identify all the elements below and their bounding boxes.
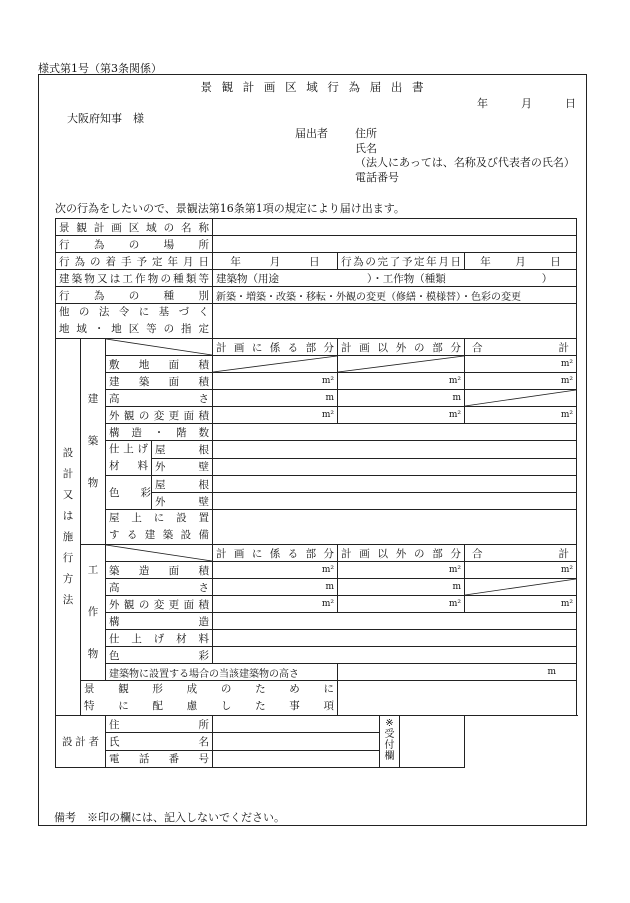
site-area-planned (213, 356, 338, 373)
finish-roof-label: 屋 根 (152, 441, 213, 459)
reception-char: 受 (384, 729, 395, 740)
structure-floors-field[interactable] (213, 424, 577, 441)
building-facade-total[interactable]: m² (465, 407, 577, 424)
table-row (56, 390, 577, 407)
site-area-total[interactable]: m² (465, 356, 577, 373)
reception-label (380, 716, 465, 768)
other-law-line-2: 地域・地区等の指定 (59, 323, 209, 335)
structure-height-planned[interactable]: m (213, 579, 338, 596)
day-label: 日 (565, 97, 576, 110)
structure-char: 物 (87, 648, 99, 661)
table-row (56, 219, 577, 236)
table-row (56, 579, 577, 596)
notifier-label: 届出者 (295, 127, 328, 140)
reception-field (465, 716, 577, 768)
color-wall-field[interactable] (213, 493, 577, 510)
method-char: 計 (62, 468, 74, 481)
site-area-label: 敷 地 面 積 (106, 356, 213, 373)
structure-facade-other[interactable]: m² (338, 596, 465, 613)
building-label (81, 339, 106, 545)
structure-floors-label: 構造・階数 (106, 424, 213, 441)
year-label: 年 (230, 255, 241, 268)
table-row (56, 476, 577, 493)
place-field[interactable] (213, 236, 577, 253)
designer-phone-label: 電話番号 (106, 750, 213, 767)
total-char-2: 計 (558, 547, 569, 560)
structure-header-diagonal (106, 545, 213, 562)
intro-text: 次の行為をしたいので、景観法第16条第1項の規定により届け出ます。 (55, 202, 405, 215)
roof-equipment-line-1: 屋上に設置 (109, 512, 209, 524)
form-number: 様式第1号（第3条関係） (38, 62, 162, 75)
table-row (56, 304, 577, 339)
notification-form (38, 74, 587, 826)
other-law-line-1: 他の法令に基づく (59, 306, 209, 318)
finish-line-1: 仕上げ (109, 443, 148, 455)
designer-label: 設計者 (56, 716, 106, 768)
structure-color-field[interactable] (213, 647, 577, 664)
notification-table (55, 218, 577, 768)
method-char: 施 (62, 531, 74, 544)
structure-finish-field[interactable] (213, 630, 577, 647)
landscape-line-2: 特に配慮した事項 (84, 700, 334, 712)
construction-area-total[interactable]: m² (465, 562, 577, 579)
landscape-line-1: 景観形成のために (84, 683, 334, 695)
building-char: 物 (87, 477, 99, 490)
landscape-consideration-field[interactable] (338, 681, 577, 716)
designer-name-field[interactable] (213, 733, 380, 750)
table-row (56, 716, 577, 733)
action-type-options[interactable]: 新築・増築・改築・移転・外観の変更（修繕・模様替）・色彩の変更 (213, 287, 577, 304)
area-name-field[interactable] (213, 219, 577, 236)
table-row (56, 510, 577, 545)
building-height-label: 高 さ (106, 390, 213, 407)
structure-total-header (465, 545, 577, 562)
addressee: 大阪府知事 様 (67, 112, 144, 125)
total-char-1: 合 (472, 341, 483, 354)
building-area-total[interactable]: m² (465, 373, 577, 390)
total-char-1: 合 (472, 547, 483, 560)
table-row (56, 287, 577, 304)
month-label: 月 (515, 255, 526, 268)
reception-mark: ※ (385, 718, 394, 729)
structure-structure-field[interactable] (213, 613, 577, 630)
table-row (56, 253, 577, 270)
building-other-header: 計画以外の部分 (338, 339, 465, 356)
method-char: 又 (62, 489, 74, 502)
document-title: 景 観 計 画 区 域 行 為 届 出 書 (200, 80, 427, 94)
structure-color-label: 色 彩 (106, 647, 213, 664)
day-label: 日 (550, 255, 561, 268)
method-label (56, 339, 81, 716)
table-row (56, 647, 577, 664)
color-roof-field[interactable] (213, 476, 577, 493)
reception-char: 付 (384, 740, 395, 751)
building-area-planned[interactable]: m² (213, 373, 338, 390)
structure-height-other[interactable]: m (338, 579, 465, 596)
structure-structure-label: 構 造 (106, 613, 213, 630)
color-wall-label: 外 壁 (152, 493, 213, 510)
finish-wall-field[interactable] (213, 458, 577, 476)
designer-phone-field[interactable] (213, 750, 380, 767)
roof-equipment-label (106, 510, 213, 545)
structure-char: 工 (87, 564, 99, 577)
reception-char: 欄 (384, 751, 395, 762)
finish-material-label (106, 441, 152, 476)
building-use-text: 建築物（用途 (216, 272, 279, 285)
designer-name-label: 氏 名 (106, 733, 213, 750)
building-facade-planned[interactable]: m² (213, 407, 338, 424)
structure-facade-planned[interactable]: m² (213, 596, 338, 613)
building-height-total (465, 390, 577, 407)
color-roof-label: 屋 根 (152, 476, 213, 493)
table-row (56, 562, 577, 579)
remarks-note: 備考 ※印の欄には、記入しないでください。 (54, 811, 285, 824)
notifier-phone[interactable]: 電話番号 (355, 171, 399, 184)
color-label: 色 彩 (106, 476, 152, 510)
site-area-other (338, 356, 465, 373)
start-date-label: 行為の着手予定年月日 (56, 253, 213, 270)
designer-address-label: 住 所 (106, 716, 213, 733)
building-area-label: 建 築 面 積 (106, 373, 213, 390)
table-row (56, 681, 577, 716)
designer-address-field[interactable] (213, 716, 380, 733)
month-label: 月 (521, 97, 532, 110)
notifier-name[interactable]: 氏名 (355, 142, 377, 155)
structure-facade-label: 外観の変更面積 (106, 596, 213, 613)
notifier-address[interactable]: 住所 (355, 127, 377, 140)
day-label: 日 (309, 255, 320, 268)
method-char: は (62, 510, 74, 523)
table-row (56, 424, 577, 441)
structure-finish-label: 仕上げ材料 (106, 630, 213, 647)
landscape-consideration-label (81, 681, 338, 716)
structure-other-header: 計画以外の部分 (338, 545, 465, 562)
building-header-diagonal (106, 339, 213, 356)
building-planned-header: 計画に係る部分 (213, 339, 338, 356)
method-char: 行 (62, 552, 74, 565)
other-law-field[interactable] (213, 304, 577, 339)
year-label: 年 (477, 97, 488, 110)
start-date-field[interactable] (213, 253, 338, 270)
construction-area-planned[interactable]: m² (213, 562, 338, 579)
structure-facade-total[interactable]: m² (465, 596, 577, 613)
installed-height-label: 建築物に設置する場合の当該建築物の高さ (106, 664, 338, 681)
finish-line-2: 材 料 (109, 460, 148, 472)
table-row (56, 613, 577, 630)
close-paren: ） (541, 272, 553, 285)
construction-area-other[interactable]: m² (338, 562, 465, 579)
construction-area-label: 築 造 面 積 (106, 562, 213, 579)
table-row (56, 664, 577, 681)
building-facade-label: 外観の変更面積 (106, 407, 213, 424)
finish-wall-label: 外 壁 (152, 458, 213, 476)
building-type-label: 建築物又は工作物の種類等 (56, 270, 213, 287)
building-type-field[interactable] (213, 270, 577, 287)
method-char: 法 (62, 594, 74, 607)
building-area-other[interactable]: m² (338, 373, 465, 390)
table-row (56, 596, 577, 613)
area-name-label: 景観計画区域の名称 (56, 219, 213, 236)
method-char: 方 (62, 573, 74, 586)
place-label: 行 為 の 場 所 (56, 236, 213, 253)
structure-height-total (465, 579, 577, 596)
roof-equipment-field[interactable] (213, 510, 577, 545)
table-row (56, 373, 577, 390)
structure-height-label: 高 さ (106, 579, 213, 596)
table-row (56, 270, 577, 287)
structure-planned-header: 計画に係る部分 (213, 545, 338, 562)
building-facade-other[interactable]: m² (338, 407, 465, 424)
building-total-header (465, 339, 577, 356)
building-char: 建 (87, 393, 99, 406)
table-row (56, 339, 577, 356)
total-char-2: 計 (558, 341, 569, 354)
installed-height-field[interactable]: m (338, 664, 577, 681)
table-row (56, 407, 577, 424)
finish-roof-field[interactable] (213, 441, 577, 459)
end-date-field[interactable] (465, 253, 577, 270)
method-char: 設 (62, 447, 74, 460)
notifier-corporate-note: （法人にあっては、名称及び代表者の氏名） (355, 156, 575, 169)
building-char: 築 (87, 435, 99, 448)
table-row (56, 545, 577, 562)
table-row (56, 236, 577, 253)
action-type-label: 行 為 の 種 別 (56, 287, 213, 304)
submission-date (477, 97, 576, 110)
month-label: 月 (269, 255, 281, 268)
building-height-planned[interactable]: m (213, 390, 338, 407)
table-row (56, 630, 577, 647)
table-row (56, 356, 577, 373)
building-height-other[interactable]: m (338, 390, 465, 407)
year-label: 年 (480, 255, 491, 268)
roof-equipment-line-2: する建築設備 (109, 529, 209, 541)
structure-type-text: ）・工作物（種類 (367, 272, 446, 285)
structure-char: 作 (87, 606, 99, 619)
table-row (56, 441, 577, 459)
other-law-label (56, 304, 213, 339)
structure-label (81, 545, 106, 681)
end-date-label: 行為の完了予定年月日 (338, 253, 465, 270)
